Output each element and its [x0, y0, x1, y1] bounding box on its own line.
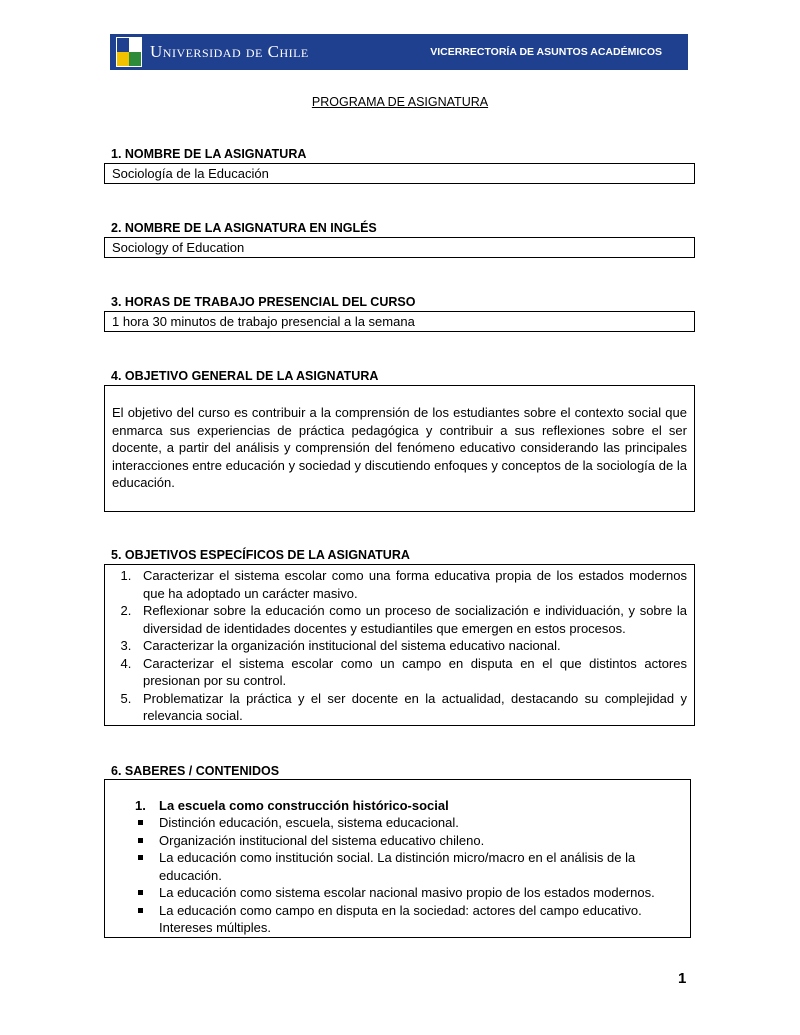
- university-name: Universidad de Chile: [150, 42, 309, 61]
- course-name-english: Sociology of Education: [112, 240, 245, 255]
- list-item: 1. Caracterizar el sistema escolar como una forma educativa propia de los estados modernos que ha adoptado un carácter masivo.: [135, 567, 687, 602]
- unit-title-text: La escuela como construcción histórico-social: [159, 798, 449, 813]
- square-bullet-icon: [138, 855, 143, 860]
- section-2-heading: 2. NOMBRE DE LA ASIGNATURA EN INGLÉS: [111, 221, 377, 235]
- section-3-box: [104, 311, 695, 332]
- square-bullet-icon: [138, 908, 143, 913]
- section-3-heading: 3. HORAS DE TRABAJO PRESENCIAL DEL CURSO: [111, 295, 416, 309]
- section-5-box: [104, 564, 695, 726]
- list-item: 4. Caracterizar el sistema escolar como un campo en disputa en el que distintos actores presionan por su control.: [135, 655, 687, 690]
- document-title: PROGRAMA DE ASIGNATURA: [311, 95, 489, 109]
- section-6-heading: 6. SABERES / CONTENIDOS: [111, 764, 280, 778]
- section-4-heading: 4. OBJETIVO GENERAL DE LA ASIGNATURA: [111, 369, 379, 383]
- list-item: La educación como campo en disputa en la sociedad: actores del campo educativo. Intereses múltiples.: [159, 902, 682, 937]
- list-item: La educación como sistema escolar nacional masivo propio de los estados modernos.: [159, 884, 682, 902]
- section-6-box: [104, 779, 691, 938]
- list-item: Organización institucional del sistema educativo chileno.: [159, 832, 682, 850]
- list-item: La educación como institución social. La distinción micro/macro en el análisis de la educación.: [159, 849, 682, 884]
- contents-list: [105, 814, 690, 937]
- section-4-box: [104, 385, 695, 512]
- list-item: 2. Reflexionar sobre la educación como un proceso de socialización e individuación, y sobre la diversidad de identidades docentes y estudiantiles que emergen en estos procesos.: [135, 602, 687, 637]
- square-bullet-icon: [138, 890, 143, 895]
- list-item: Distinción educación, escuela, sistema educacional.: [159, 814, 682, 832]
- section-5-heading: 5. OBJETIVOS ESPECÍFICOS DE LA ASIGNATURA: [111, 548, 410, 562]
- section-2-box: [104, 237, 695, 258]
- course-name: Sociología de la Educación: [112, 166, 269, 181]
- square-bullet-icon: [138, 820, 143, 825]
- square-bullet-icon: [138, 838, 143, 843]
- general-objective-text: El objetivo del curso es contribuir a la comprensión de los estudiantes sobre el contexto social que enmarca sus experiencias de práctica pedagógica y contribuir a sus reflexiones sobre el ser docente, a partir del análisis y comprensión del fenómeno educativo considerando las principales interacciones entre educación y sociedad y discutiendo enfoques y conceptos de la sociología de la educación.: [112, 405, 687, 490]
- course-hours: 1 hora 30 minutos de trabajo presencial a la semana: [112, 314, 415, 329]
- vicerrectoria-label: VICERRECTORÍA DE ASUNTOS ACADÉMICOS: [430, 46, 662, 58]
- header-banner: [110, 34, 688, 70]
- page-number: 1: [678, 970, 687, 987]
- unit-number: 1.: [135, 798, 146, 813]
- university-crest-icon: [116, 37, 142, 67]
- specific-objectives-list: [105, 567, 694, 725]
- list-item: 3. Caracterizar la organización institucional del sistema educativo nacional.: [135, 637, 687, 655]
- section-1-heading: 1. NOMBRE DE LA ASIGNATURA: [111, 147, 307, 161]
- section-1-box: [104, 163, 695, 184]
- list-item: 5. Problematizar la práctica y el ser docente en la actualidad, destacando su complejidad y relevancia social.: [135, 690, 687, 725]
- unit-title: [105, 798, 690, 813]
